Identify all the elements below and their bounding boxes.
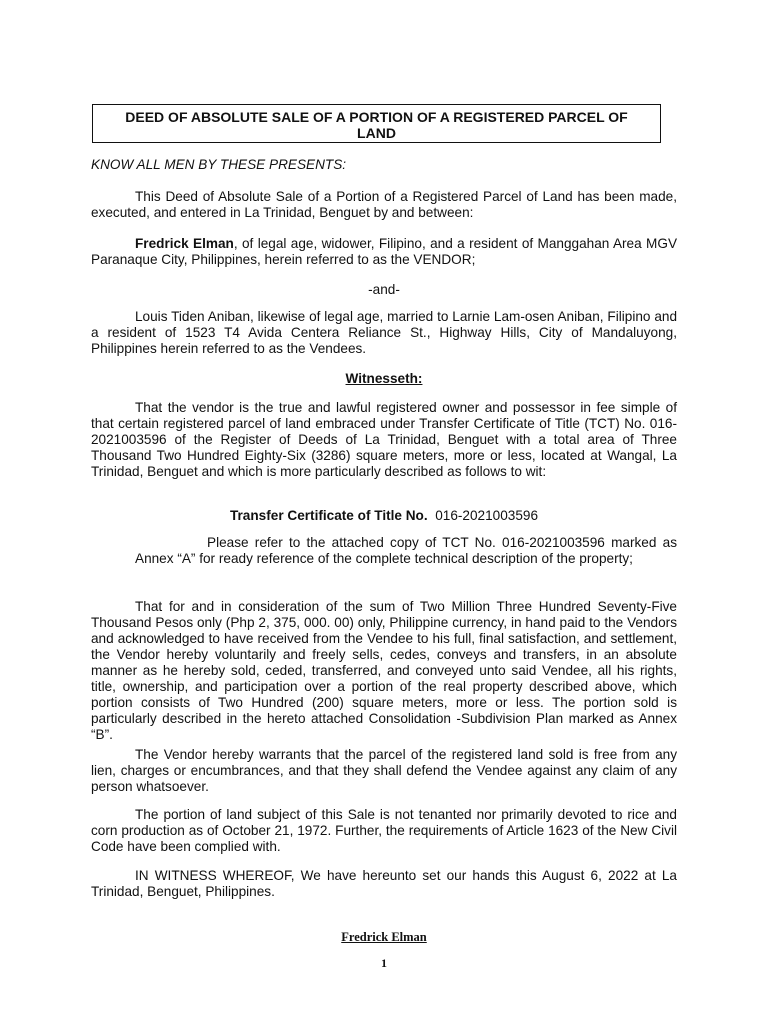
witnesseth-heading: Witnesseth: xyxy=(345,371,423,386)
intro-paragraph: This Deed of Absolute Sale of a Portion of a Registered Parcel of Land has been made, executed, and entered in La Trinidad, Benguet by and between: xyxy=(91,189,677,220)
warranty-paragraph: The Vendor hereby warrants that the parcel of the registered land sold is free from any lien, charges or encumbrances, and that they shall defend the Vendee against any claim of any person whatsoever. xyxy=(91,747,677,794)
annex-a-text: Please refer to the attached copy of TCT No. 016-2021003596 marked as Annex “A” for ready reference of the complete technical description of the property; xyxy=(135,535,677,566)
deed-title: DEED OF ABSOLUTE SALE OF A PORTION OF A REGISTERED PARCEL OF LAND xyxy=(92,104,661,143)
signatory-name: Fredrick Elman xyxy=(341,930,427,944)
tct-label: Transfer Certificate of Title No. xyxy=(229,508,428,523)
witness-whereof-paragraph: IN WITNESS WHEREOF, We have hereunto set our hands this August 6, 2022 at La Trinidad, Benguet, Philippines. xyxy=(91,868,677,899)
vendor-name: Fredrick Elman xyxy=(135,236,234,251)
vendor-paragraph xyxy=(91,236,677,268)
vendor-details: , of legal age, widower, Filipino, and a resident of Manggahan Area MGV Paranaque City, Philippines, herein referred to as the VENDOR; xyxy=(91,236,678,267)
opening-clause: KNOW ALL MEN BY THESE PRESENTS: xyxy=(91,157,347,172)
consideration-paragraph: That for and in consideration of the sum of Two Million Three Hundred Seventy-Five Thousand Pesos only (Php 2, 375, 000. 00) only, Philippine currency, in hand paid to the Vendors and acknowledged to have received from the Vendee to his full, final satisfaction, and settlement, the Vendor hereby voluntarily and freely sells, cedes, conveys and transfers, in an absolute manner as he hereby sold, ceded, transferred, and conveyed unto said Vendee, all his rights, title, ownership, and participation over a portion of the real property described above, which portion consists of Two Hundred (200) square meters, more or less. The portion sold is particularly described in the hereto attached Consolidation -Subdivision Plan marked as Annex “B”. xyxy=(91,599,677,742)
page-number: 1 xyxy=(381,956,387,970)
tct-line xyxy=(91,508,677,524)
tenancy-paragraph: The portion of land subject of this Sale is not tenanted nor primarily devoted to rice and corn production as of October 21, 1972. Further, the requirements of Article 1623 of the New Civil Code have been complied with. xyxy=(91,807,677,854)
and-separator: -and- xyxy=(368,282,400,297)
annex-a-paragraph xyxy=(135,535,677,567)
ownership-paragraph: That the vendor is the true and lawful registered owner and possessor in fee simple of that certain registered parcel of land embraced under Transfer Certificate of Title (TCT) No. 016-2021003596 of the Register of Deeds of La Trinidad, Benguet with a total area of Three Thousand Two Hundred Eighty-Six (3286) square meters, more or less, located at Wangal, La Trinidad, Benguet and which is more particularly described as follows to wit: xyxy=(91,400,677,479)
tct-number: 016-2021003596 xyxy=(435,508,539,523)
vendee-paragraph: Louis Tiden Aniban, likewise of legal age, married to Larnie Lam-osen Aniban, Filipino and a resident of 1523 T4 Avida Centera Reliance St., Highway Hills, City of Mandaluyong, Philippines herein referred to as the Vendees. xyxy=(91,309,677,356)
